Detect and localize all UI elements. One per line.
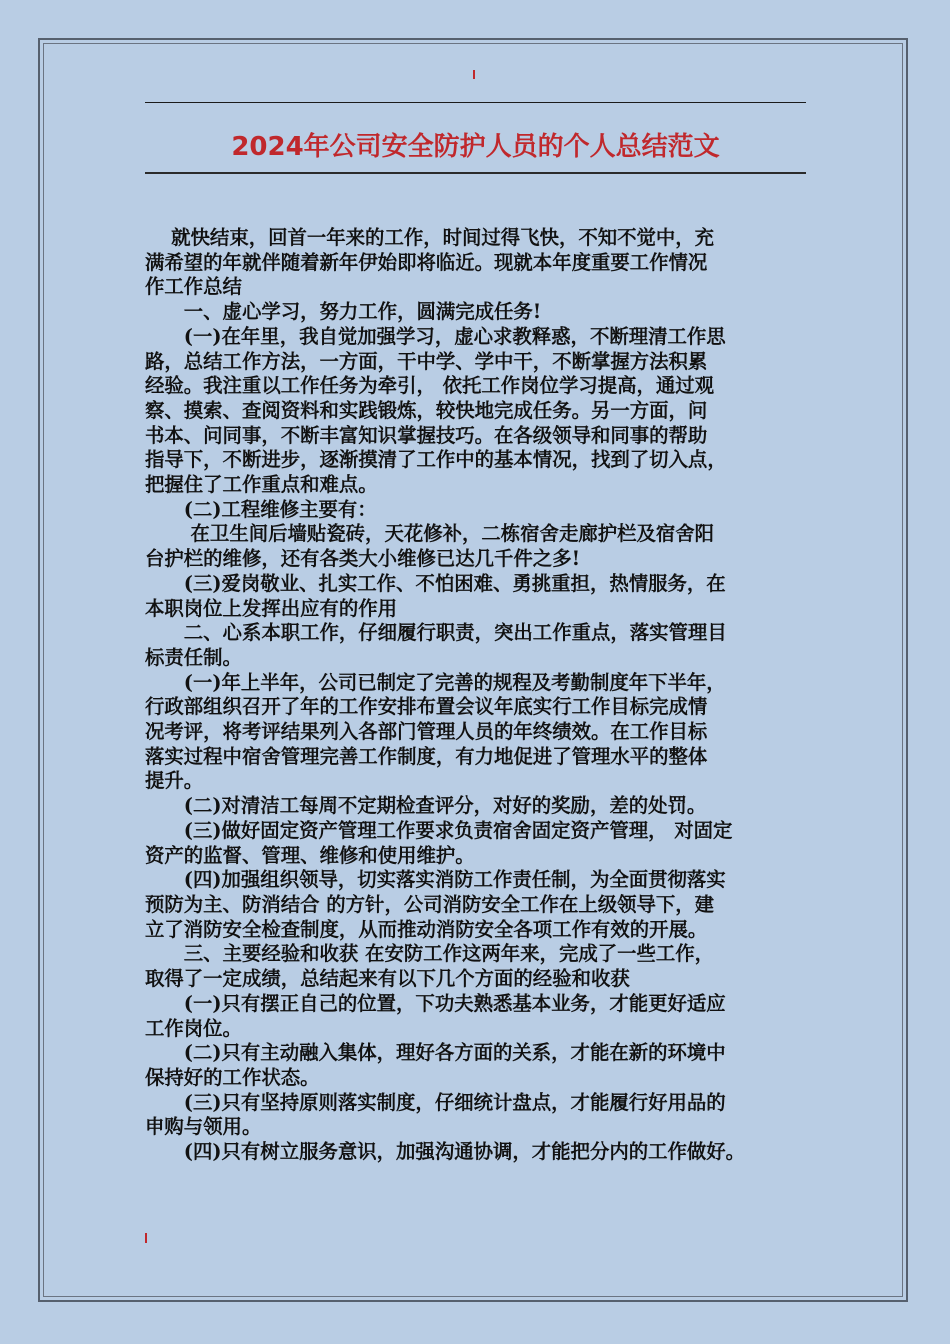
body-line: 三、主要经验和收获 在安防工作这两年来，完成了一些工作， [145, 942, 715, 966]
body-line: 满希望的年就伴随着新年伊始即将临近。现就本年度重要工作情况 [145, 250, 708, 274]
body-line: 本职岗位上发挥出应有的作用 [145, 596, 398, 620]
body-line: 取得了一定成绩，总结起来有以下几个方面的经验和收获 [145, 967, 630, 991]
body-line: (三)爱岗敬业、扎实工作、不怕困难、勇挑重担，热情服务，在 [145, 571, 726, 595]
body-line: 提升。 [145, 769, 204, 793]
body-line: (四)只有树立服务意识，加强沟通协调，才能把分内的工作做好。 [145, 1140, 746, 1164]
body-line: 标责任制。 [145, 645, 242, 669]
document-title: 2024年公司安全防护人员的个人总结范文 [231, 132, 720, 162]
body-line: 况考评，将考评结果列入各部门管理人员的年终绩效。在工作目标 [145, 720, 708, 744]
body-line: 落实过程中宿舍管理完善工作制度，有力地促进了管理水平的整体 [145, 744, 708, 768]
body-line: 预防为主、防消结合 的方针，公司消防安全工作在上级领导下，建 [145, 892, 715, 916]
body-line: (一)只有摆正自己的位置，下功夫熟悉基本业务，才能更好适应 [145, 991, 726, 1015]
header-marker [473, 70, 475, 79]
body-line: 工作岗位。 [145, 1016, 242, 1040]
body-line: 行政部组织召开了年的工作安排布置会议年底实行工作目标完成情 [145, 695, 708, 719]
body-line: 路，总结工作方法，一方面，干中学、学中干，不断掌握方法积累 [145, 349, 708, 373]
body-line: 把握住了工作重点和难点。 [145, 473, 378, 497]
body-line: 就快结束，回首一年来的工作，时间过得飞快，不知不觉中，充 [145, 226, 715, 249]
body-line: (四)加强组织领导，切实落实消防工作责任制，为全面贯彻落实 [145, 868, 726, 892]
body-line: 察、摸索、查阅资料和实践锻炼，较快地完成任务。另一方面，问 [145, 398, 708, 422]
body-line: 作工作总结 [145, 275, 242, 299]
body-line: (二)对清洁工每周不定期检查评分，对好的奖励，差的处罚。 [145, 794, 707, 818]
body-line: 指导下，不断进步，逐渐摸清了工作中的基本情况，找到了切入点， [145, 448, 727, 472]
body-line: (三)做好固定资产管理工作要求负责宿舍固定资产管理， 对固定 [145, 818, 733, 842]
body-line: 台护栏的维修，还有各类大小维修已达几千件之多! [145, 547, 581, 571]
body-line: 二、心系本职工作，仔细履行职责，突出工作重点，落实管理目 [145, 621, 727, 645]
body-line: (二)工程维修主要有： [145, 497, 377, 521]
body-line: 申购与领用。 [145, 1115, 262, 1139]
body-line: 资产的监督、管理、维修和使用维护。 [145, 843, 475, 867]
body-line: 经验。我注重以工作任务为牵引， 依托工作岗位学习提高，通过观 [145, 374, 715, 398]
body-line: 立了消防安全检查制度，从而推动消防安全各项工作有效的开展。 [145, 917, 708, 941]
body-line: 在卫生间后墙贴瓷砖，天花修补，二栋宿舍走廊护栏及宿舍阳 [145, 522, 715, 546]
document-body [145, 226, 825, 1165]
body-line: (二)只有主动融入集体，理好各方面的关系，才能在新的环境中 [145, 1041, 726, 1065]
body-line: 保持好的工作状态。 [145, 1065, 320, 1089]
body-line: (一)年上半年，公司已制定了完善的规程及考勤制度年下半年， [145, 670, 726, 694]
body-line: (一)在年里，我自觉加强学习，虚心求教释惑，不断理清工作思 [145, 324, 726, 348]
body-line: (三)只有坚持原则落实制度，仔细统计盘点，才能履行好用品的 [145, 1090, 726, 1114]
header-rule [145, 102, 806, 103]
body-line: 书本、问同事，不断丰富知识掌握技巧。在各级领导和同事的帮助 [145, 423, 708, 447]
title-rule [145, 172, 806, 174]
footer-marker [145, 1233, 147, 1243]
body-line: 一、虚心学习，努力工作，圆满完成任务! [145, 300, 542, 324]
